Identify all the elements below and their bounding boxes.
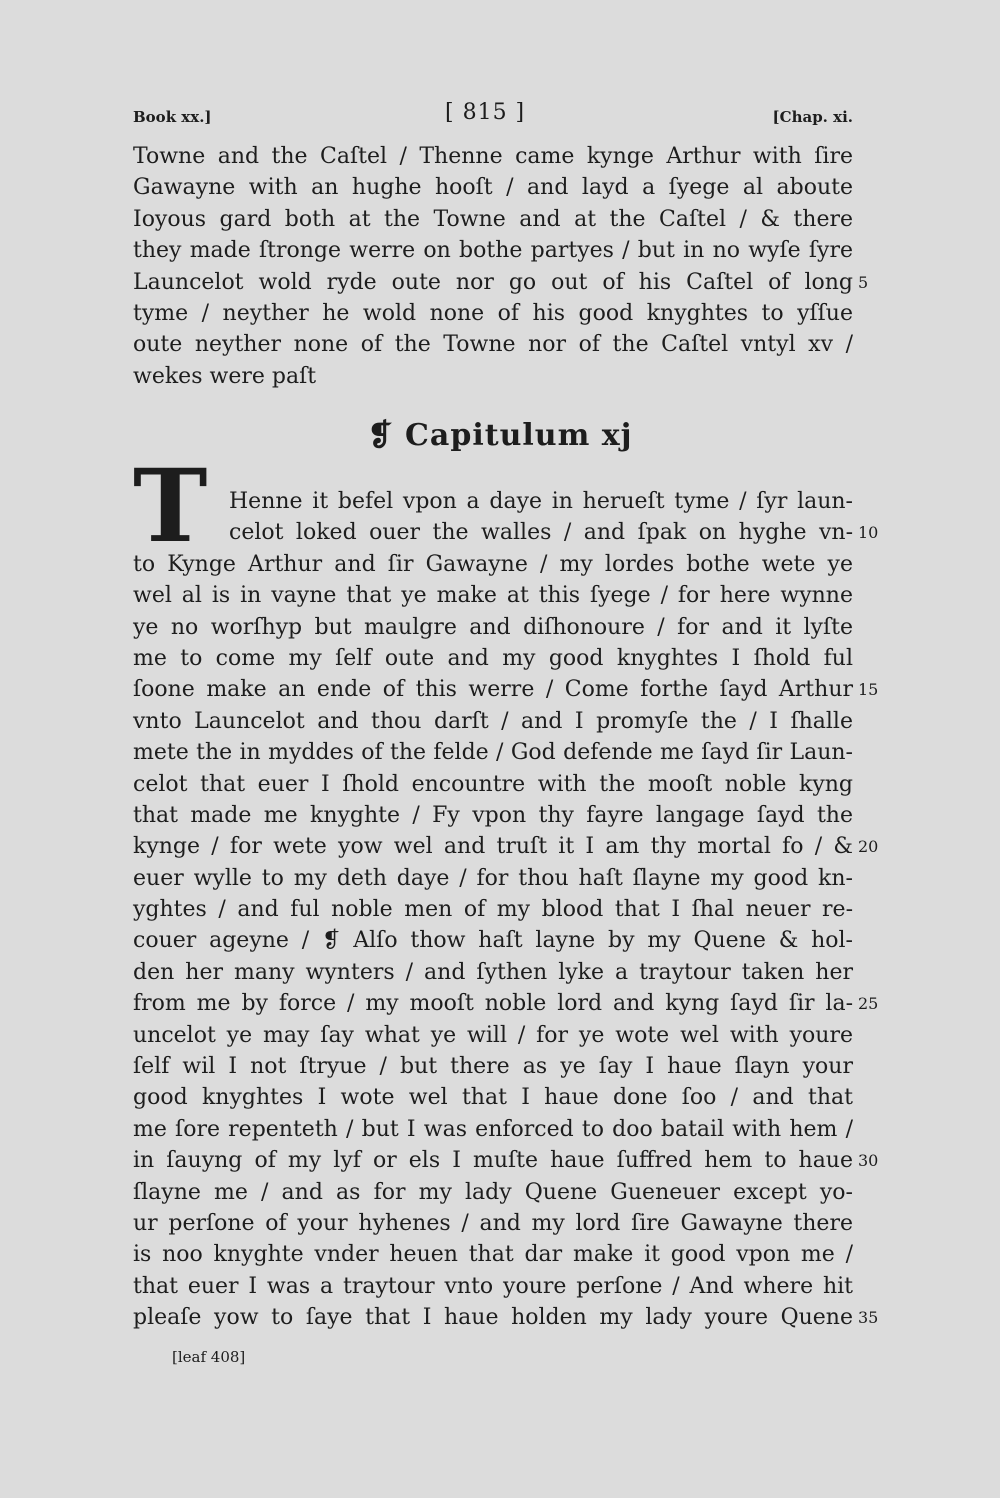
leaf-note: [leaf 408] (172, 1348, 246, 1366)
book-label: Book xx.] (133, 108, 212, 126)
text-line: Ioyous gard both at the Towne and at the Caſtel / & there (133, 206, 853, 232)
text-line: uncelot ye may ſay what ye will / for ye wote wel with youre (133, 1022, 853, 1048)
line-number: 5 (858, 272, 869, 292)
text-line: Gawayne with an hughe hooſt / and layd a ſyege al aboute (133, 175, 853, 201)
text-line: from me by force / my mooſt noble lord and kyng ſayd ſir la- (133, 991, 853, 1017)
text-line: ſoone make an ende of this werre / Come forthe ſayd Arthur (133, 677, 853, 703)
line-number: 15 (858, 680, 879, 700)
text-line: celot loked ouer the walles / and ſpak on hyghe vn- (229, 520, 853, 546)
text-line: kynge / for wete yow wel and truſt it I am thy mortal fo / & (133, 834, 853, 860)
text-line: ur perſone of your hyhenes / and my lord ſire Gawayne there (133, 1210, 853, 1236)
text-line: tyme / neyther he wold none of his good knyghtes to yſſue (133, 300, 853, 326)
text-line: they made ſtronge werre on bothe partyes / but in no wyſe ſyre (133, 238, 853, 264)
text-line: euer wylle to my deth daye / for thou haſt ſlayne my good kn- (133, 865, 853, 891)
text-line: wel al is in vayne that ye make at this ſyege / for here wynne (133, 583, 853, 609)
text-line: me to come my ſelf oute and my good knyghtes I ſhold ful (133, 645, 853, 671)
line-number: 30 (858, 1151, 879, 1171)
text-line: mete the in myddes of the felde / God defende me ſayd ſir Laun- (133, 740, 853, 766)
text-line: pleaſe yow to ſaye that I haue holden my lady youre Quene (133, 1305, 853, 1331)
text-line: Towne and the Caſtel / Thenne came kynge Arthur with ſire (133, 144, 853, 169)
chapter-label: [Chap. xi. (772, 108, 853, 126)
text-line: den her many wynters / and ſythen lyke a traytour taken her (133, 959, 853, 985)
text-line: good knyghtes I wote wel that I haue done ſoo / and that (133, 1085, 853, 1111)
line-number: 10 (858, 523, 879, 543)
second-paragraph (133, 486, 879, 1334)
line-number: 25 (858, 994, 879, 1014)
text-line: celot that euer I ſhold encountre with the mooſt noble kyng (133, 771, 853, 797)
text-line: that made me knyghte / Fy vpon thy fayre langage ſayd the (133, 802, 853, 828)
text-line: that euer I was a traytour vnto youre perſone / And where hit (133, 1273, 853, 1299)
first-paragraph (133, 141, 869, 392)
text-line: me ſore repenteth / but I was enforced to doo batail with hem / (133, 1116, 853, 1142)
line-number: 35 (858, 1308, 879, 1328)
text-line: oute neyther none of the Towne nor of the Caſtel vntyl xv / (133, 332, 853, 358)
text-line: ſlayne me / and as for my lady Quene Gueneuer except yo- (133, 1179, 853, 1205)
text-line: to Kynge Arthur and ſir Gawayne / my lordes bothe wete ye (133, 551, 853, 577)
running-head (133, 100, 853, 134)
pilcrow-icon: ❡ (367, 418, 394, 453)
text-line: ye no worſhyp but maulgre and diſhonoure / for and it lyſte (133, 614, 853, 640)
line-number: 20 (858, 837, 879, 857)
text-line: is noo knyghte vnder heuen that dar make it good vpon me / (133, 1242, 853, 1268)
text-line: couer ageyne / ❡ Alſo thow haſt layne by my Quene & hol- (133, 928, 853, 954)
page-number: [ 815 ] (445, 100, 526, 125)
text-line: vnto Launcelot and thou darſt / and I promyſe the / I ſhalle (133, 708, 853, 734)
chapter-title: Capitulum xj (405, 418, 633, 453)
text-line: in ſauyng of my lyf or els I muſte haue ſuffred hem to haue (133, 1148, 853, 1174)
text-line: Launcelot wold ryde oute nor go out of his Caſtel of long (133, 269, 853, 295)
text-line: ſelf wil I not ſtryue / but there as ye ſay I haue ſlayn your (133, 1054, 853, 1080)
text-line: wekes were paſt (133, 363, 317, 389)
text-line: Henne it befel vpon a daye in herueſt tyme / ſyr laun- (229, 489, 853, 514)
drop-cap-initial: T (133, 447, 208, 565)
text-line: yghtes / and ful noble men of my blood that I ſhal neuer re- (133, 897, 853, 923)
